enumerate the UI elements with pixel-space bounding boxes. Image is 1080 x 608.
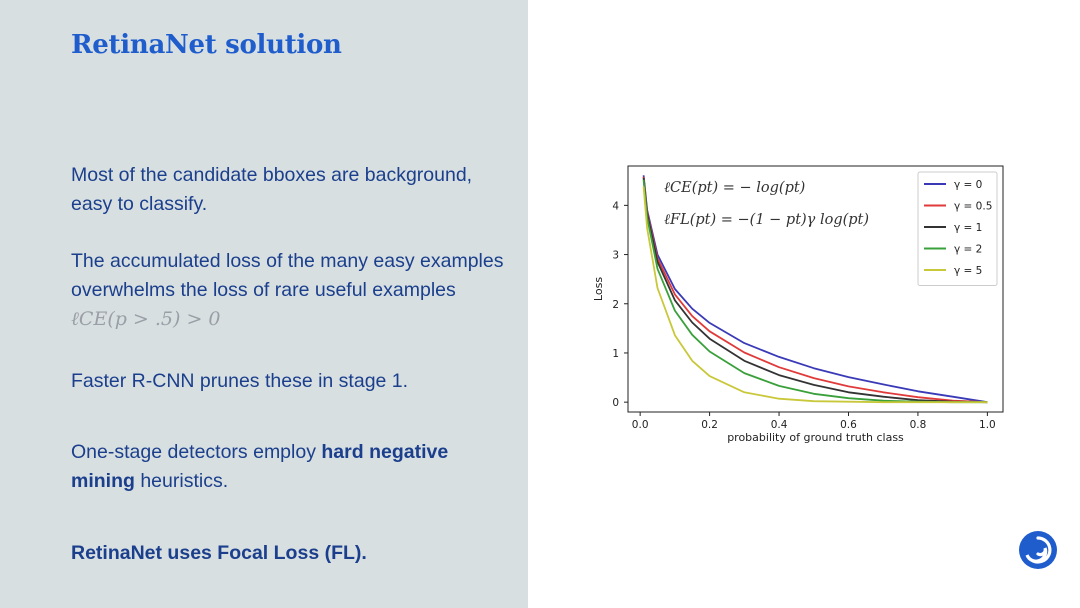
y-tick-label: 3 [612, 249, 619, 262]
spiral-logo-svg [1018, 530, 1058, 570]
x-tick-label: 0.4 [770, 419, 788, 431]
y-tick-label: 0 [612, 397, 619, 410]
chart-legend [918, 172, 997, 286]
formula-fl: ℓFL(pt) = −(1 − pt)γ log(pt) [664, 212, 870, 228]
legend-label: γ = 5 [954, 265, 983, 277]
point-accumulated-loss [71, 247, 511, 334]
point-accumulated-loss-text: The accumulated loss of the many easy examples overwhelms the loss of rare useful examples [71, 250, 504, 301]
x-axis-label: probability of ground truth class [727, 431, 904, 444]
legend-label: γ = 0 [954, 179, 983, 191]
point4-post: heuristics. [134, 470, 229, 492]
point-faster-rcnn: Faster R-CNN prunes these in stage 1. [71, 370, 409, 392]
slide-title: RetinaNet solution [71, 30, 342, 60]
y-tick-label: 1 [612, 347, 619, 360]
point4-bold: hard negative mining [71, 441, 449, 492]
x-tick-label: 0.2 [701, 419, 718, 431]
x-tick-label: 1.0 [979, 419, 996, 431]
focal-loss-chart [588, 160, 1018, 460]
legend-label: γ = 2 [954, 243, 983, 256]
spiral-logo-icon [1018, 530, 1058, 570]
point-background-bboxes: Most of the candidate bboxes are background, easy to classify. [71, 164, 473, 215]
y-axis-label: Loss [592, 276, 605, 302]
point-focal-loss: RetinaNet uses Focal Loss (FL). [71, 542, 367, 564]
point-hard-negative-mining [71, 438, 511, 496]
legend-label: γ = 0.5 [954, 200, 993, 213]
ce-inequality-math: ℓCE(p > .5) > 0 [71, 308, 221, 330]
point4-pre: One-stage detectors employ [71, 441, 322, 463]
formula-ce: ℓCE(pt) = − log(pt) [664, 180, 806, 196]
legend-label: γ = 1 [954, 222, 983, 234]
chart-svg [588, 160, 1018, 460]
y-tick-label: 2 [612, 298, 619, 311]
x-tick-label: 0.8 [909, 419, 927, 431]
y-tick-label: 4 [612, 200, 619, 213]
x-tick-label: 0.0 [631, 419, 649, 431]
x-tick-label: 0.6 [840, 419, 857, 431]
